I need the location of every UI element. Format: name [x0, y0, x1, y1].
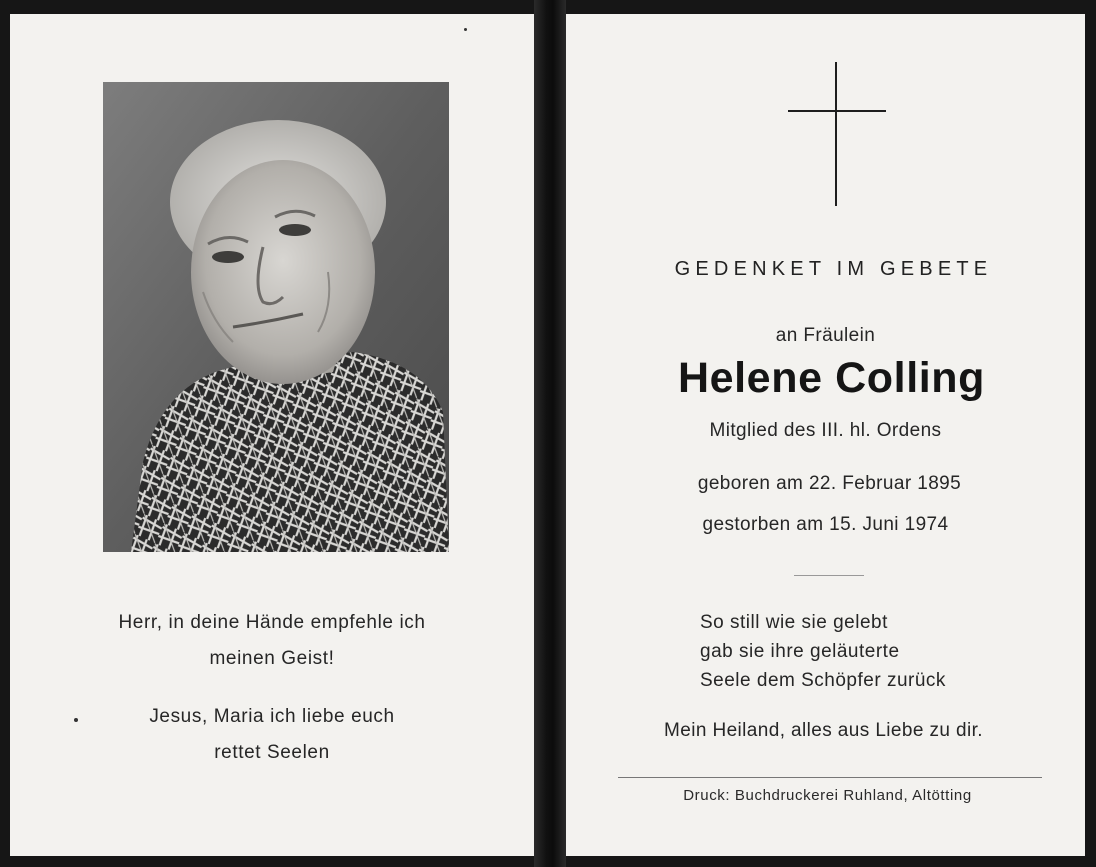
membership-line: Mitglied des III. hl. Ordens	[709, 420, 942, 441]
print-speck	[464, 28, 467, 31]
left-panel	[10, 14, 534, 856]
death-date: gestorben am 15. Juni 1974	[702, 514, 949, 535]
portrait-illustration	[103, 82, 449, 552]
portrait-photo	[103, 82, 449, 552]
motto-line: Mein Heiland, alles aus Liebe zu dir.	[664, 720, 983, 741]
salutation: an Fräulein	[775, 325, 876, 346]
prayer-line-2: meinen Geist!	[209, 648, 335, 669]
cross-icon	[788, 62, 886, 206]
printer-credit: Druck: Buchdruckerei Ruhland, Altötting	[683, 787, 972, 804]
right-panel	[566, 14, 1085, 856]
card-fold	[534, 0, 566, 867]
deceased-name: Helene Colling	[677, 354, 986, 402]
birth-date: geboren am 22. Februar 1895	[697, 473, 962, 494]
prayer-line-4: rettet Seelen	[214, 742, 330, 763]
footer-divider	[618, 777, 1042, 778]
print-speck	[74, 718, 78, 722]
verse-line-3: Seele dem Schöpfer zurück	[700, 670, 946, 691]
divider	[794, 575, 864, 576]
prayer-line-1: Herr, in deine Hände empfehle ich	[118, 612, 426, 633]
verse-line-2: gab sie ihre geläuterte	[700, 641, 900, 662]
verse-block	[700, 608, 1000, 695]
verse-line-1: So still wie sie gelebt	[700, 612, 888, 633]
memorial-heading: GEDENKET IM GEBETE	[674, 258, 993, 280]
prayer-line-3: Jesus, Maria ich liebe euch	[149, 706, 395, 727]
